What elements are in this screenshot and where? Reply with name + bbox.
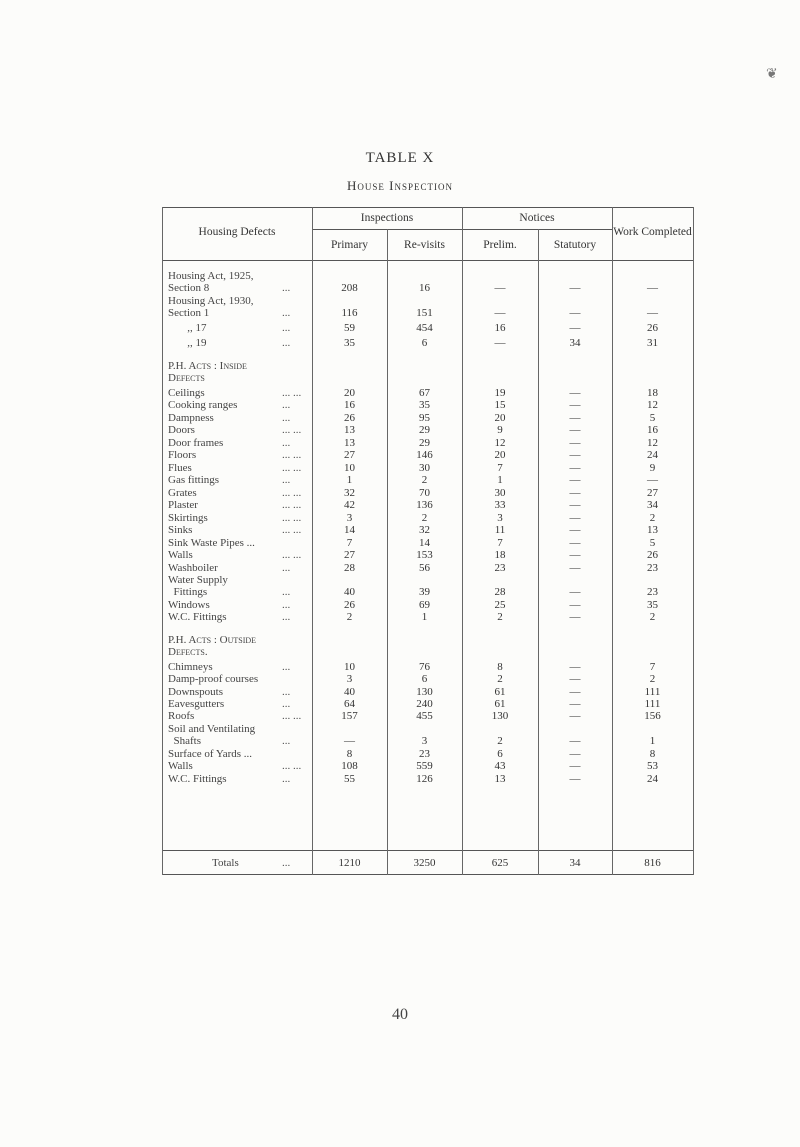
cell-primary: 40	[344, 686, 355, 698]
row-dots: ...	[282, 599, 291, 611]
row-dots: ...	[282, 322, 291, 334]
cell-statutory: —	[569, 735, 581, 747]
row-label: Soil and Ventilating	[168, 723, 256, 735]
cell-revisits: 39	[419, 586, 430, 598]
row-label: Sinks	[168, 524, 193, 536]
cell-primary: 3	[346, 512, 353, 524]
cell-statutory: —	[569, 673, 581, 685]
cell-prelim: 7	[497, 537, 503, 549]
cell-prelim: 1	[497, 474, 503, 486]
cell-statutory: —	[569, 307, 581, 319]
cell-primary: 26	[344, 412, 355, 424]
cell-statutory: —	[569, 586, 581, 598]
cell-primary: —	[344, 735, 355, 747]
row-dots: ...	[282, 474, 291, 486]
cell-prelim: 2	[497, 673, 503, 685]
row-dots: ... ...	[282, 462, 302, 474]
cell-revisits: 136	[416, 499, 433, 511]
cell-statutory: —	[569, 524, 581, 536]
cell-primary: 116	[341, 307, 358, 319]
cell-prelim: —	[494, 337, 506, 349]
cell-statutory: —	[569, 282, 581, 294]
row-dots: ... ...	[282, 524, 302, 536]
header-work-completed: Work Completed	[613, 226, 692, 238]
cell-primary: 14	[344, 524, 355, 536]
cell-primary: 16	[344, 399, 355, 411]
row-label: Section 1	[168, 307, 210, 319]
cell-prelim: 30	[494, 487, 506, 499]
row-label: Windows	[168, 599, 210, 611]
cell-prelim: 2	[497, 735, 503, 747]
row-label: ,, 17	[168, 322, 207, 334]
cell-primary: 13	[344, 437, 355, 449]
totals-top-rule	[162, 850, 694, 851]
cell-work: 31	[647, 337, 658, 349]
totals-statutory: 34	[569, 857, 581, 869]
row-label: W.C. Fittings	[168, 611, 227, 623]
row-dots: ...	[282, 773, 291, 785]
cell-statutory: —	[569, 710, 581, 722]
row-dots: ...	[282, 686, 291, 698]
cell-statutory: —	[569, 499, 581, 511]
cell-work: 8	[649, 748, 656, 760]
cell-work: 13	[647, 524, 658, 536]
row-label: Housing Act, 1930,	[168, 295, 254, 307]
cell-prelim: 2	[497, 611, 503, 623]
totals-work-completed: 816	[644, 857, 661, 869]
row-label: Defects	[168, 372, 205, 384]
cell-prelim: 20	[494, 412, 506, 424]
cell-statutory: —	[569, 399, 581, 411]
row-label: Section 8	[168, 282, 210, 294]
cell-prelim: 130	[491, 710, 509, 722]
cell-statutory: —	[569, 462, 581, 474]
totals-primary: 1210	[338, 857, 361, 869]
cell-revisits: 56	[419, 562, 430, 574]
cell-revisits: 70	[419, 487, 430, 499]
cell-prelim: 61	[494, 698, 506, 710]
cell-prelim: 11	[494, 524, 506, 536]
cell-primary: 3	[346, 673, 353, 685]
cell-statutory: —	[569, 449, 581, 461]
cell-revisits: 30	[419, 462, 430, 474]
cell-prelim: 16	[494, 322, 506, 334]
row-label: Eavesgutters	[168, 698, 225, 710]
cell-statutory: —	[569, 748, 581, 760]
cell-work: 27	[647, 487, 658, 499]
cell-revisits: 16	[419, 282, 430, 294]
cell-revisits: 151	[416, 307, 433, 319]
cell-revisits: 146	[416, 449, 433, 461]
cell-primary: 27	[344, 549, 355, 561]
header-revisits: Re-visits	[404, 239, 445, 251]
cell-primary: 157	[341, 710, 358, 722]
cell-work: 1	[649, 735, 656, 747]
cell-prelim: 3	[497, 512, 503, 524]
row-label: Dampness	[168, 412, 214, 424]
row-label: Housing Act, 1925,	[168, 270, 254, 282]
cell-primary: 40	[344, 586, 355, 598]
cell-statutory: —	[569, 760, 581, 772]
row-label: Grates	[168, 487, 197, 499]
cell-prelim: 15	[494, 399, 506, 411]
table-bottom-rule	[162, 874, 694, 875]
cell-work: 26	[647, 549, 658, 561]
row-dots: ...	[282, 661, 291, 673]
cell-primary: 20	[344, 387, 355, 399]
row-dots: ...	[282, 735, 291, 747]
row-label: Gas fittings	[168, 474, 220, 486]
cell-statutory: —	[569, 437, 581, 449]
cell-work: 5	[649, 537, 656, 549]
header-primary: Primary	[330, 239, 369, 251]
row-dots: ... ...	[282, 487, 302, 499]
cell-revisits: 455	[416, 710, 433, 722]
cell-prelim: 18	[494, 549, 506, 561]
row-dots: ...	[282, 562, 291, 574]
cell-statutory: —	[569, 611, 581, 623]
cell-work: 16	[647, 424, 658, 436]
cell-work: 24	[647, 773, 658, 785]
cell-prelim: 8	[497, 661, 503, 673]
row-label: Chimneys	[168, 661, 213, 673]
cell-statutory: —	[569, 773, 581, 785]
cell-work: 111	[644, 698, 661, 710]
cell-statutory: —	[569, 698, 581, 710]
cell-work: —	[647, 474, 658, 486]
row-label: Roofs	[168, 710, 195, 722]
row-dots: ...	[282, 282, 291, 294]
totals-prelim: 625	[491, 857, 509, 869]
cell-statutory: —	[569, 322, 581, 334]
row-label: Flues	[168, 462, 192, 474]
cell-statutory: —	[569, 661, 581, 673]
cell-statutory: —	[569, 686, 581, 698]
cell-revisits: 6	[421, 673, 428, 685]
cell-primary: 26	[344, 599, 355, 611]
cell-work: 34	[647, 499, 658, 511]
cell-statutory: 34	[569, 337, 581, 349]
cell-prelim: —	[494, 307, 506, 319]
cell-statutory: —	[569, 412, 581, 424]
cell-work: 9	[649, 462, 656, 474]
cell-work: 12	[647, 437, 658, 449]
scan-mark-icon: ❦	[766, 67, 778, 82]
cell-revisits: 153	[416, 549, 433, 561]
row-dots: ...	[282, 437, 291, 449]
cell-revisits: 454	[416, 322, 433, 334]
row-label: Cooking ranges	[168, 399, 238, 411]
row-label: Shafts	[168, 735, 201, 747]
cell-prelim: 7	[497, 462, 503, 474]
cell-revisits: 29	[419, 424, 430, 436]
cell-primary: 2	[346, 611, 353, 623]
row-label: Surface of Yards ...	[168, 748, 253, 760]
cell-prelim: 12	[494, 437, 506, 449]
cell-work: 23	[647, 562, 658, 574]
row-label: Ceilings	[168, 387, 205, 399]
cell-primary: 64	[344, 698, 355, 710]
cell-prelim: 9	[497, 424, 503, 436]
cell-work: 35	[647, 599, 658, 611]
cell-primary: 13	[344, 424, 355, 436]
cell-work: 2	[649, 611, 656, 623]
cell-revisits: 1	[421, 611, 428, 623]
cell-prelim: —	[494, 282, 506, 294]
row-dots: ...	[282, 399, 291, 411]
table-top-rule	[162, 207, 694, 208]
cell-prelim: 20	[494, 449, 506, 461]
row-label: Downspouts	[168, 686, 224, 698]
header-notices: Notices	[519, 212, 555, 224]
cell-work: 2	[649, 512, 656, 524]
cell-revisits: 559	[416, 760, 433, 772]
row-dots: ... ...	[282, 512, 302, 524]
row-dots: ... ...	[282, 710, 302, 722]
cell-prelim: 6	[497, 748, 503, 760]
row-label: W.C. Fittings	[168, 773, 227, 785]
row-label: Water Supply	[168, 574, 228, 586]
cell-revisits: 69	[419, 599, 430, 611]
totals-label: Totals	[212, 857, 239, 869]
cell-work: 2	[649, 673, 656, 685]
cell-statutory: —	[569, 424, 581, 436]
cell-work: —	[647, 282, 658, 294]
row-label: Floors	[168, 449, 197, 461]
cell-revisits: 14	[419, 537, 430, 549]
cell-primary: 108	[341, 760, 358, 772]
header-statutory: Statutory	[553, 239, 597, 251]
cell-statutory: —	[569, 474, 581, 486]
table-title: TABLE X	[365, 150, 435, 166]
totals-dots: ...	[282, 857, 291, 869]
row-label: Defects.	[168, 646, 208, 658]
cell-work: 156	[644, 710, 661, 722]
row-label: Sink Waste Pipes ...	[168, 537, 255, 549]
table-subtitle: House Inspection	[347, 178, 453, 193]
cell-primary: 28	[344, 562, 355, 574]
cell-statutory: —	[569, 562, 581, 574]
cell-primary: 7	[346, 537, 353, 549]
page-number: 40	[392, 1006, 408, 1023]
cell-revisits: 29	[419, 437, 430, 449]
inspection-table	[162, 207, 694, 875]
cell-primary: 35	[344, 337, 355, 349]
col-rule-right	[693, 207, 694, 875]
cell-prelim: 13	[494, 773, 506, 785]
cell-work: 7	[649, 661, 656, 673]
cell-prelim: 19	[494, 387, 506, 399]
col-rule-left	[162, 207, 163, 875]
cell-revisits: 95	[419, 412, 430, 424]
cell-prelim: 43	[494, 760, 506, 772]
cell-primary: 27	[344, 449, 355, 461]
cell-revisits: 6	[421, 337, 428, 349]
cell-primary: 10	[344, 462, 355, 474]
row-label: Plaster	[168, 499, 198, 511]
cell-revisits: 76	[419, 661, 430, 673]
cell-statutory: —	[569, 549, 581, 561]
cell-statutory: —	[569, 387, 581, 399]
cell-primary: 55	[344, 773, 355, 785]
cell-primary: 42	[344, 499, 355, 511]
cell-primary: 10	[344, 661, 355, 673]
cell-statutory: —	[569, 599, 581, 611]
row-label: Walls	[168, 760, 193, 772]
cell-prelim: 23	[494, 562, 506, 574]
cell-revisits: 2	[421, 512, 428, 524]
cell-work: 18	[647, 387, 658, 399]
cell-statutory: —	[569, 487, 581, 499]
row-dots: ...	[282, 307, 291, 319]
row-dots: ... ...	[282, 387, 302, 399]
cell-work: 23	[647, 586, 658, 598]
cell-work: —	[647, 307, 658, 319]
row-label: P.H. Acts : Outside	[168, 634, 257, 646]
cell-prelim: 28	[494, 586, 506, 598]
cell-prelim: 33	[494, 499, 506, 511]
cell-revisits: 3	[421, 735, 428, 747]
row-dots: ...	[282, 412, 291, 424]
cell-statutory: —	[569, 537, 581, 549]
cell-statutory: —	[569, 512, 581, 524]
cell-work: 53	[647, 760, 658, 772]
row-label: Door frames	[168, 437, 224, 449]
cell-prelim: 25	[494, 599, 506, 611]
row-dots: ...	[282, 698, 291, 710]
cell-revisits: 126	[416, 773, 433, 785]
cell-revisits: 67	[419, 387, 430, 399]
row-dots: ...	[282, 611, 291, 623]
row-label: Skirtings	[168, 512, 208, 524]
row-label: Washboiler	[168, 562, 218, 574]
cell-work: 111	[644, 686, 661, 698]
totals-revisits: 3250	[413, 857, 436, 869]
cell-work: 12	[647, 399, 658, 411]
cell-revisits: 23	[419, 748, 430, 760]
header-housing-defects: Housing Defects	[198, 226, 276, 238]
cell-primary: 1	[346, 474, 353, 486]
header-prelim: Prelim.	[483, 239, 517, 251]
header-bottom-rule	[162, 260, 694, 261]
cell-revisits: 35	[419, 399, 430, 411]
cell-revisits: 2	[421, 474, 428, 486]
cell-prelim: 61	[494, 686, 506, 698]
row-dots: ...	[282, 337, 291, 349]
cell-revisits: 130	[416, 686, 433, 698]
cell-revisits: 240	[416, 698, 433, 710]
row-label: P.H. Acts : Inside	[168, 360, 247, 372]
cell-work: 24	[647, 449, 658, 461]
header-inspections: Inspections	[360, 212, 414, 224]
row-dots: ... ...	[282, 424, 302, 436]
row-dots: ... ...	[282, 760, 302, 772]
row-label: Fittings	[168, 586, 208, 598]
cell-primary: 208	[341, 282, 358, 294]
cell-primary: 59	[344, 322, 355, 334]
row-label: Damp-proof courses	[168, 673, 259, 685]
row-dots: ... ...	[282, 449, 302, 461]
row-dots: ...	[282, 586, 291, 598]
row-dots: ... ...	[282, 499, 302, 511]
cell-primary: 8	[346, 748, 353, 760]
cell-primary: 32	[344, 487, 355, 499]
row-dots: ... ...	[282, 549, 302, 561]
row-label: Walls	[168, 549, 193, 561]
cell-work: 26	[647, 322, 658, 334]
cell-revisits: 32	[419, 524, 430, 536]
row-label: ,, 19	[168, 337, 207, 349]
row-label: Doors	[168, 424, 195, 436]
cell-work: 5	[649, 412, 656, 424]
